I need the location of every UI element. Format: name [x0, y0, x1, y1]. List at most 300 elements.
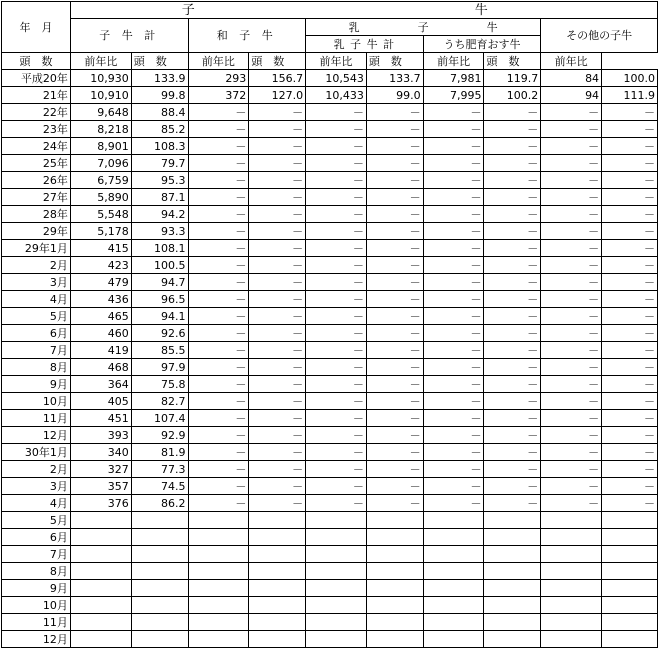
table-cell: － — [423, 410, 484, 427]
table-cell: 10,930 — [70, 70, 131, 87]
table-row — [2, 597, 658, 614]
table-row — [2, 274, 658, 291]
table-cell — [70, 631, 131, 648]
header-sub-3: 頭 数 — [131, 53, 188, 70]
table-cell: － — [188, 410, 249, 427]
table-cell: 419 — [70, 342, 131, 359]
row-label: 11月 — [2, 410, 71, 427]
table-cell: 460 — [70, 325, 131, 342]
table-cell: － — [188, 495, 249, 512]
table-cell: － — [602, 121, 658, 138]
table-cell: － — [249, 325, 306, 342]
table-cell: － — [188, 427, 249, 444]
table-cell: － — [249, 172, 306, 189]
table-cell: － — [602, 325, 658, 342]
table-cell — [249, 546, 306, 563]
table-cell — [423, 563, 484, 580]
table-cell: － — [249, 495, 306, 512]
header-row-1 — [2, 2, 658, 19]
table-cell: － — [366, 206, 423, 223]
calf-statistics-table — [1, 1, 658, 648]
table-cell: － — [541, 155, 602, 172]
table-cell: － — [484, 240, 541, 257]
table-cell: － — [366, 427, 423, 444]
table-cell: － — [366, 121, 423, 138]
table-cell: － — [306, 308, 367, 325]
table-cell: － — [484, 104, 541, 121]
header-year-month: 年 月 — [2, 2, 71, 53]
table-row — [2, 461, 658, 478]
table-cell: － — [423, 223, 484, 240]
table-cell — [70, 580, 131, 597]
table-cell: － — [249, 104, 306, 121]
table-cell: － — [249, 138, 306, 155]
table-cell: － — [366, 359, 423, 376]
table-cell — [188, 631, 249, 648]
table-cell: 9,648 — [70, 104, 131, 121]
header-nyu: 乳 — [348, 20, 360, 34]
table-cell: 86.2 — [131, 495, 188, 512]
table-cell: 127.0 — [249, 87, 306, 104]
table-cell — [131, 631, 188, 648]
table-cell — [484, 512, 541, 529]
table-cell — [541, 529, 602, 546]
table-cell: － — [602, 274, 658, 291]
table-cell: － — [306, 121, 367, 138]
table-row — [2, 325, 658, 342]
table-row — [2, 342, 658, 359]
table-cell — [366, 597, 423, 614]
table-cell: － — [602, 223, 658, 240]
table-cell — [366, 546, 423, 563]
table-cell — [423, 614, 484, 631]
table-cell — [602, 580, 658, 597]
table-cell: － — [541, 325, 602, 342]
table-cell: － — [423, 308, 484, 325]
table-row — [2, 393, 658, 410]
table-cell: 7,995 — [423, 87, 484, 104]
table-cell: 97.9 — [131, 359, 188, 376]
table-cell — [484, 546, 541, 563]
table-cell: － — [541, 410, 602, 427]
table-cell — [188, 597, 249, 614]
table-cell — [366, 512, 423, 529]
row-label: 25年 — [2, 155, 71, 172]
table-cell: － — [484, 410, 541, 427]
table-cell: 415 — [70, 240, 131, 257]
table-cell: － — [306, 189, 367, 206]
table-cell: － — [541, 478, 602, 495]
table-cell — [249, 512, 306, 529]
table-cell: － — [602, 291, 658, 308]
table-cell — [306, 563, 367, 580]
table-cell: － — [366, 138, 423, 155]
table-cell: 94.2 — [131, 206, 188, 223]
table-cell: － — [541, 274, 602, 291]
header-row-4 — [2, 53, 658, 70]
table-cell — [366, 563, 423, 580]
table-cell: － — [541, 172, 602, 189]
row-label: 27年 — [2, 189, 71, 206]
row-label: 28年 — [2, 206, 71, 223]
table-cell: － — [366, 325, 423, 342]
row-label: 8月 — [2, 359, 71, 376]
table-cell: － — [188, 291, 249, 308]
table-cell: － — [484, 461, 541, 478]
table-cell: － — [541, 189, 602, 206]
table-cell: － — [423, 478, 484, 495]
table-cell: － — [602, 478, 658, 495]
table-cell: － — [249, 461, 306, 478]
table-cell — [131, 597, 188, 614]
table-row — [2, 529, 658, 546]
table-cell: － — [306, 410, 367, 427]
table-cell: － — [249, 274, 306, 291]
table-cell: 79.7 — [131, 155, 188, 172]
table-cell: － — [602, 172, 658, 189]
table-cell: － — [249, 291, 306, 308]
table-row — [2, 87, 658, 104]
table-row — [2, 631, 658, 648]
table-cell — [484, 529, 541, 546]
table-cell: － — [249, 257, 306, 274]
header-wagyu: 和 子 牛 — [188, 19, 306, 53]
table-cell: 5,178 — [70, 223, 131, 240]
table-cell: 99.0 — [366, 87, 423, 104]
table-cell: － — [188, 223, 249, 240]
table-cell: 88.4 — [131, 104, 188, 121]
table-cell: － — [306, 376, 367, 393]
table-cell: － — [188, 342, 249, 359]
table-cell: － — [541, 444, 602, 461]
table-cell — [249, 597, 306, 614]
table-row — [2, 546, 658, 563]
table-cell: 108.3 — [131, 138, 188, 155]
table-cell: － — [306, 138, 367, 155]
table-cell: － — [423, 359, 484, 376]
table-cell — [70, 563, 131, 580]
table-cell: 6,759 — [70, 172, 131, 189]
table-cell — [188, 546, 249, 563]
table-cell: － — [484, 223, 541, 240]
table-cell — [541, 631, 602, 648]
row-label: 10月 — [2, 597, 71, 614]
table-row — [2, 155, 658, 172]
table-cell — [602, 563, 658, 580]
table-row — [2, 563, 658, 580]
table-cell — [366, 580, 423, 597]
table-cell: － — [188, 257, 249, 274]
table-cell — [249, 631, 306, 648]
table-cell — [131, 614, 188, 631]
table-cell: － — [423, 138, 484, 155]
table-cell: － — [306, 359, 367, 376]
table-cell: － — [249, 427, 306, 444]
table-cell — [188, 529, 249, 546]
table-cell: 376 — [70, 495, 131, 512]
row-label: 平成20年 — [2, 70, 71, 87]
row-label: 4月 — [2, 495, 71, 512]
table-cell: － — [423, 172, 484, 189]
table-cell: － — [602, 410, 658, 427]
row-label: 5月 — [2, 308, 71, 325]
table-cell: － — [484, 189, 541, 206]
table-cell: － — [249, 478, 306, 495]
table-cell: － — [188, 393, 249, 410]
table-cell: － — [249, 359, 306, 376]
table-cell: － — [366, 155, 423, 172]
table-cell: 87.1 — [131, 189, 188, 206]
table-cell: － — [484, 121, 541, 138]
table-cell: － — [423, 291, 484, 308]
table-cell: 364 — [70, 376, 131, 393]
table-cell: － — [366, 240, 423, 257]
table-cell — [484, 580, 541, 597]
row-label: 26年 — [2, 172, 71, 189]
table-cell: － — [484, 444, 541, 461]
table-cell: 94 — [541, 87, 602, 104]
table-row — [2, 138, 658, 155]
table-cell — [541, 580, 602, 597]
table-cell: － — [602, 359, 658, 376]
table-cell: － — [306, 342, 367, 359]
table-cell: 451 — [70, 410, 131, 427]
table-cell — [306, 580, 367, 597]
table-cell: 465 — [70, 308, 131, 325]
table-cell: － — [366, 376, 423, 393]
table-cell: － — [188, 155, 249, 172]
table-cell — [188, 512, 249, 529]
table-cell — [131, 512, 188, 529]
table-cell: － — [602, 461, 658, 478]
table-cell: － — [484, 342, 541, 359]
table-cell: － — [423, 376, 484, 393]
table-cell: － — [423, 189, 484, 206]
table-row — [2, 104, 658, 121]
table-cell: － — [366, 410, 423, 427]
table-cell — [306, 529, 367, 546]
table-cell — [249, 614, 306, 631]
table-cell: － — [306, 257, 367, 274]
table-cell — [306, 546, 367, 563]
table-cell: － — [602, 138, 658, 155]
row-label: 30年1月 — [2, 444, 71, 461]
table-cell: － — [484, 325, 541, 342]
table-cell: － — [423, 240, 484, 257]
table-cell: － — [249, 155, 306, 172]
table-cell: － — [306, 478, 367, 495]
header-sub-9: 頭 数 — [484, 53, 541, 70]
table-cell: － — [484, 138, 541, 155]
row-label: 29年1月 — [2, 240, 71, 257]
table-row — [2, 359, 658, 376]
row-label: 12月 — [2, 631, 71, 648]
table-cell: 7,981 — [423, 70, 484, 87]
table-cell: － — [188, 189, 249, 206]
table-cell: － — [366, 478, 423, 495]
header-sub-10: 前年比 — [541, 53, 602, 70]
table-cell: － — [249, 189, 306, 206]
table-cell — [70, 529, 131, 546]
table-row — [2, 240, 658, 257]
row-label: 7月 — [2, 342, 71, 359]
row-label: 22年 — [2, 104, 71, 121]
table-cell: － — [366, 274, 423, 291]
table-cell: 468 — [70, 359, 131, 376]
row-label: 29年 — [2, 223, 71, 240]
table-cell: 357 — [70, 478, 131, 495]
header-row-2 — [2, 19, 658, 36]
table-cell: － — [188, 444, 249, 461]
table-cell — [366, 631, 423, 648]
table-cell: 10,433 — [306, 87, 367, 104]
table-cell: － — [306, 240, 367, 257]
table-cell — [423, 597, 484, 614]
row-label: 6月 — [2, 529, 71, 546]
table-cell: － — [423, 461, 484, 478]
table-cell: － — [249, 342, 306, 359]
row-label: 7月 — [2, 546, 71, 563]
table-cell: 96.5 — [131, 291, 188, 308]
table-row — [2, 308, 658, 325]
table-cell: － — [484, 308, 541, 325]
table-cell: 7,096 — [70, 155, 131, 172]
header-sub-8: 前年比 — [423, 53, 484, 70]
table-cell — [541, 512, 602, 529]
table-cell: － — [423, 121, 484, 138]
row-label: 2月 — [2, 461, 71, 478]
table-row — [2, 512, 658, 529]
table-cell: 423 — [70, 257, 131, 274]
table-cell: － — [188, 240, 249, 257]
row-label: 9月 — [2, 580, 71, 597]
table-row — [2, 121, 658, 138]
table-cell — [306, 597, 367, 614]
table-cell: － — [366, 393, 423, 410]
row-label: 9月 — [2, 376, 71, 393]
table-cell: － — [366, 104, 423, 121]
header-nyu-koushi-total: 乳 子 牛 計 — [306, 36, 424, 53]
table-cell: － — [484, 155, 541, 172]
table-cell: 133.7 — [366, 70, 423, 87]
table-cell: － — [484, 376, 541, 393]
table-cell — [366, 529, 423, 546]
table-cell: － — [541, 427, 602, 444]
table-cell: － — [602, 189, 658, 206]
header-sub-2: 前年比 — [70, 53, 131, 70]
table-row — [2, 376, 658, 393]
table-cell: － — [249, 410, 306, 427]
table-cell: 84 — [541, 70, 602, 87]
table-cell: － — [484, 427, 541, 444]
table-cell: 436 — [70, 291, 131, 308]
table-cell — [541, 546, 602, 563]
row-label: 6月 — [2, 325, 71, 342]
table-cell — [306, 512, 367, 529]
table-cell: － — [306, 104, 367, 121]
table-cell: － — [602, 393, 658, 410]
table-cell: － — [366, 308, 423, 325]
table-cell: － — [423, 444, 484, 461]
table-body — [2, 2, 658, 648]
table-cell: － — [602, 444, 658, 461]
table-cell: － — [541, 359, 602, 376]
table-cell: － — [306, 291, 367, 308]
table-cell: 340 — [70, 444, 131, 461]
table-cell: － — [541, 138, 602, 155]
table-cell: － — [423, 274, 484, 291]
table-cell: 108.1 — [131, 240, 188, 257]
table-cell: － — [306, 325, 367, 342]
table-row — [2, 206, 658, 223]
table-cell: － — [541, 495, 602, 512]
header-nyu-group — [306, 19, 541, 36]
table-cell: － — [306, 155, 367, 172]
table-cell: 327 — [70, 461, 131, 478]
header-sub-6: 前年比 — [306, 53, 367, 70]
table-cell: － — [484, 274, 541, 291]
header-ushi: 牛 — [306, 2, 658, 19]
table-cell: 95.3 — [131, 172, 188, 189]
table-cell — [423, 512, 484, 529]
table-row — [2, 444, 658, 461]
table-cell: － — [484, 393, 541, 410]
table-cell — [70, 614, 131, 631]
header-sub-1: 頭 数 — [2, 53, 71, 70]
table-cell: 111.9 — [602, 87, 658, 104]
header-sub-5: 頭 数 — [249, 53, 306, 70]
table-cell: － — [188, 359, 249, 376]
table-cell — [602, 614, 658, 631]
table-cell: － — [306, 274, 367, 291]
table-row — [2, 223, 658, 240]
table-cell: － — [541, 461, 602, 478]
table-cell: － — [602, 155, 658, 172]
table-cell — [249, 563, 306, 580]
header-other: その他の子牛 — [541, 19, 658, 53]
table-cell: 133.9 — [131, 70, 188, 87]
table-cell: － — [366, 342, 423, 359]
table-cell: 75.8 — [131, 376, 188, 393]
table-cell — [306, 631, 367, 648]
table-cell: 85.2 — [131, 121, 188, 138]
table-cell — [484, 563, 541, 580]
table-cell: － — [306, 427, 367, 444]
table-cell: － — [541, 257, 602, 274]
header-nyu-ushi: 牛 — [486, 20, 498, 34]
table-cell: － — [366, 223, 423, 240]
table-cell: 372 — [188, 87, 249, 104]
header-nyu-ko: 子 — [417, 20, 429, 34]
table-cell: － — [602, 376, 658, 393]
table-cell: － — [188, 121, 249, 138]
table-cell — [188, 614, 249, 631]
row-label: 11月 — [2, 614, 71, 631]
table-cell: 119.7 — [484, 70, 541, 87]
table-cell: － — [249, 308, 306, 325]
table-cell: － — [306, 461, 367, 478]
table-cell: － — [188, 325, 249, 342]
table-cell: 8,901 — [70, 138, 131, 155]
table-cell: － — [541, 121, 602, 138]
table-cell: 10,543 — [306, 70, 367, 87]
table-cell: － — [366, 495, 423, 512]
table-cell: － — [602, 495, 658, 512]
table-cell: 99.8 — [131, 87, 188, 104]
table-cell: － — [484, 257, 541, 274]
table-cell: － — [602, 206, 658, 223]
table-cell: － — [306, 223, 367, 240]
